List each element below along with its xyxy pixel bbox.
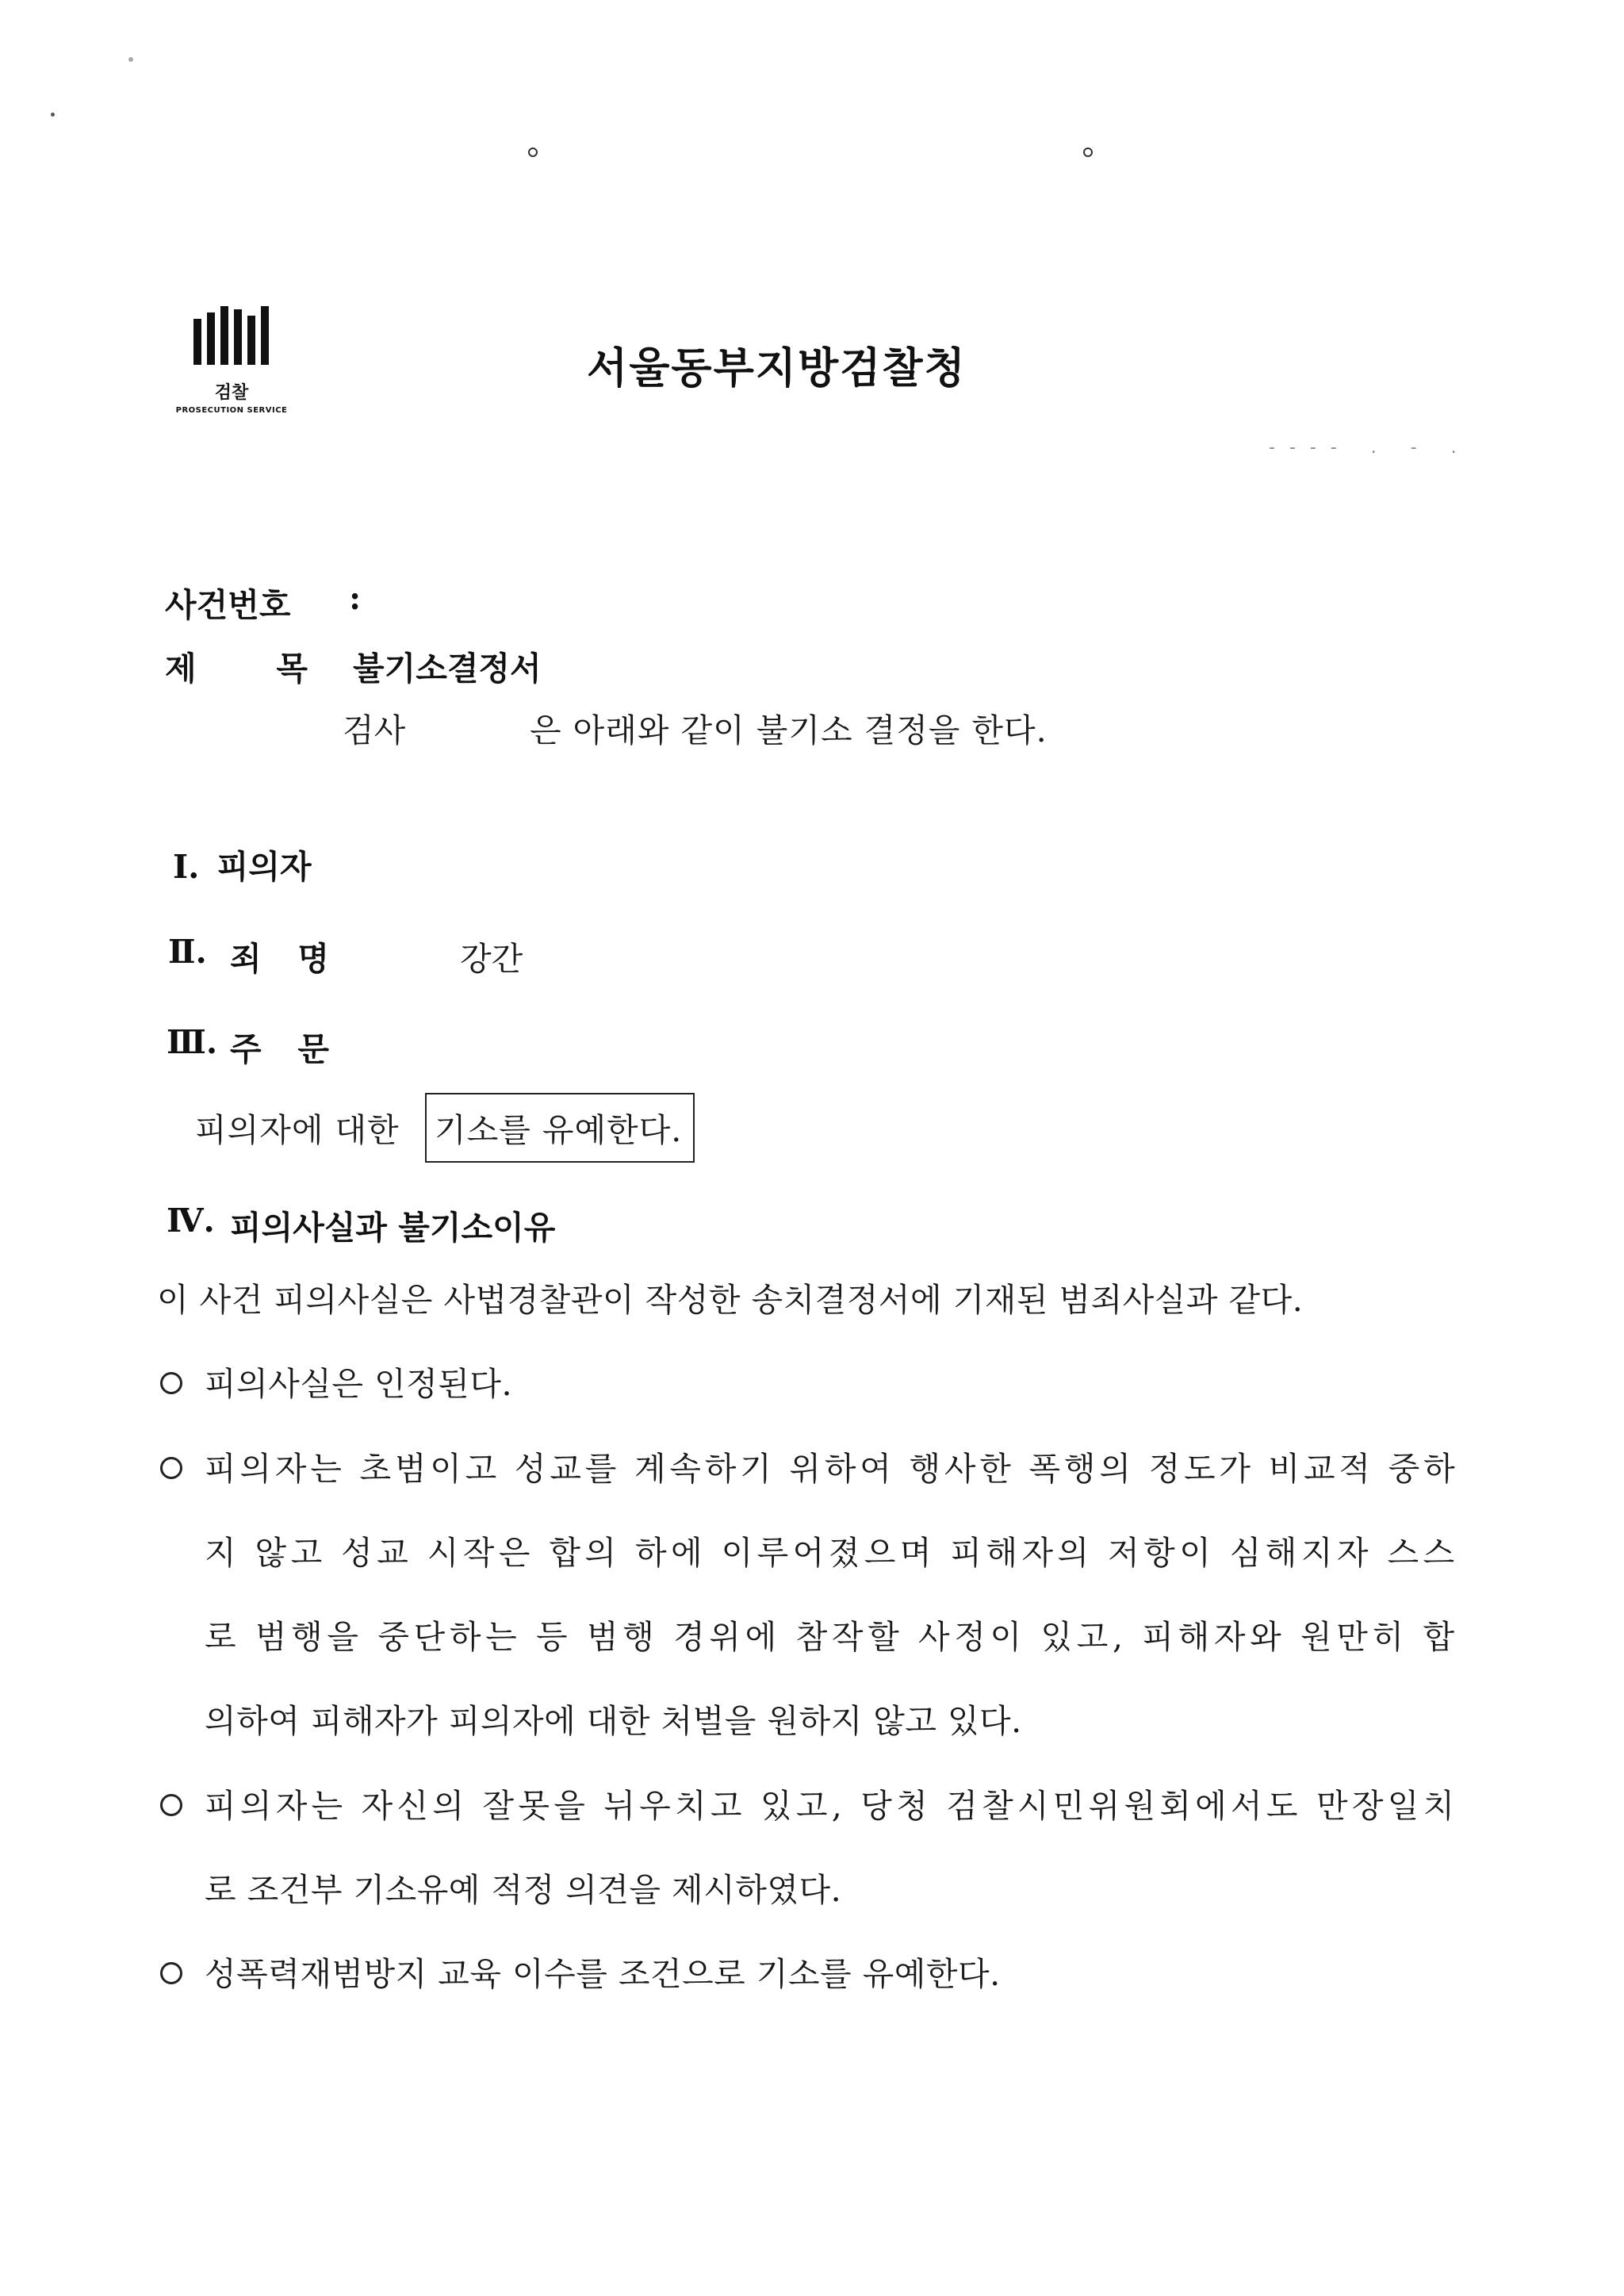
subject-label-char: 제 (165, 650, 197, 688)
scan-speck (51, 113, 55, 117)
section-3-number: Ⅲ. (167, 1023, 218, 1061)
subject-label-char: 목 (276, 650, 308, 688)
case-number-value: : (349, 579, 362, 617)
order-boxed-text: 기소를 유예한다. (435, 1111, 683, 1149)
bullet-circle-icon (160, 1794, 182, 1816)
logo-wordmark: 검찰 (214, 383, 249, 403)
section-title-char: 문 (297, 1030, 329, 1068)
logo-subtitle: PROSECUTION SERVICE (175, 406, 288, 415)
charge-name: 강간 (460, 940, 523, 978)
section-4-number: Ⅳ. (167, 1202, 215, 1240)
punch-hole-mark (528, 148, 538, 157)
page-title: 서울동부지방검찰청 (587, 344, 967, 393)
section-title-char: 주 (230, 1030, 262, 1068)
order-lead-text: 피의자에 대한 (195, 1111, 400, 1149)
bullet-line: 피의자는 자신의 잘못을 뉘우치고 있고, 당청 검찰시민위원회에서도 만장일치 (205, 1787, 1459, 1825)
section-title-char: 명 (297, 940, 329, 978)
section-1-heading (173, 841, 312, 887)
punch-hole-mark (1083, 148, 1093, 157)
scan-speck (128, 57, 133, 62)
bullet-line: 의하여 피해자가 피의자에 대한 처벌을 원하지 않고 있다. (205, 1702, 1022, 1740)
bullet-line: 로 조건부 기소유예 적정 의견을 제시하였다. (205, 1871, 842, 1909)
section-4-title: 피의사실과 불기소이유 (230, 1209, 556, 1247)
intro-text: 은 아래와 같이 불기소 결정을 한다. (530, 711, 1048, 749)
section-2-number: Ⅱ. (168, 933, 207, 971)
section-3-title (230, 1023, 329, 1070)
section-title-char: 죄 (230, 940, 262, 978)
bullet-line: 성폭력재범방지 교육 이수를 조건으로 기소를 유예한다. (205, 1955, 1001, 1993)
section-title: 피의자 (216, 848, 312, 886)
bullet-line: 지 않고 성교 시작은 합의 하에 이루어졌으며 피해자의 저항이 심해지자 스스 (205, 1534, 1459, 1572)
bullet-circle-icon (160, 1457, 182, 1479)
section-number: Ⅰ. (173, 848, 200, 886)
subject-label (165, 642, 308, 689)
bullet-circle-icon (160, 1372, 182, 1394)
facts-statement: 이 사건 피의사실은 사법경찰관이 작성한 송치결정서에 기재된 범죄사실과 같다. (157, 1281, 1304, 1319)
bullet-line: 로 범행을 중단하는 등 범행 경위에 참작할 사정이 있고, 피해자와 원만히 합 (205, 1618, 1459, 1656)
logo-bars-icon (193, 306, 269, 365)
case-number-label: 사건번호 (165, 586, 291, 624)
bullet-line: 피의자는 초범이고 성교를 계속하기 위하여 행사한 폭행의 정도가 비교적 중하 (205, 1450, 1459, 1488)
intro-prosecutor: 검사 (343, 711, 406, 749)
bullet-circle-icon (160, 1962, 182, 1984)
bullet-line: 피의사실은 인정된다. (205, 1365, 513, 1403)
section-2-title (230, 933, 329, 979)
date-mark: ---- . - . (1269, 438, 1471, 458)
subject-value: 불기소결정서 (353, 650, 542, 688)
prosecution-logo (168, 306, 295, 425)
